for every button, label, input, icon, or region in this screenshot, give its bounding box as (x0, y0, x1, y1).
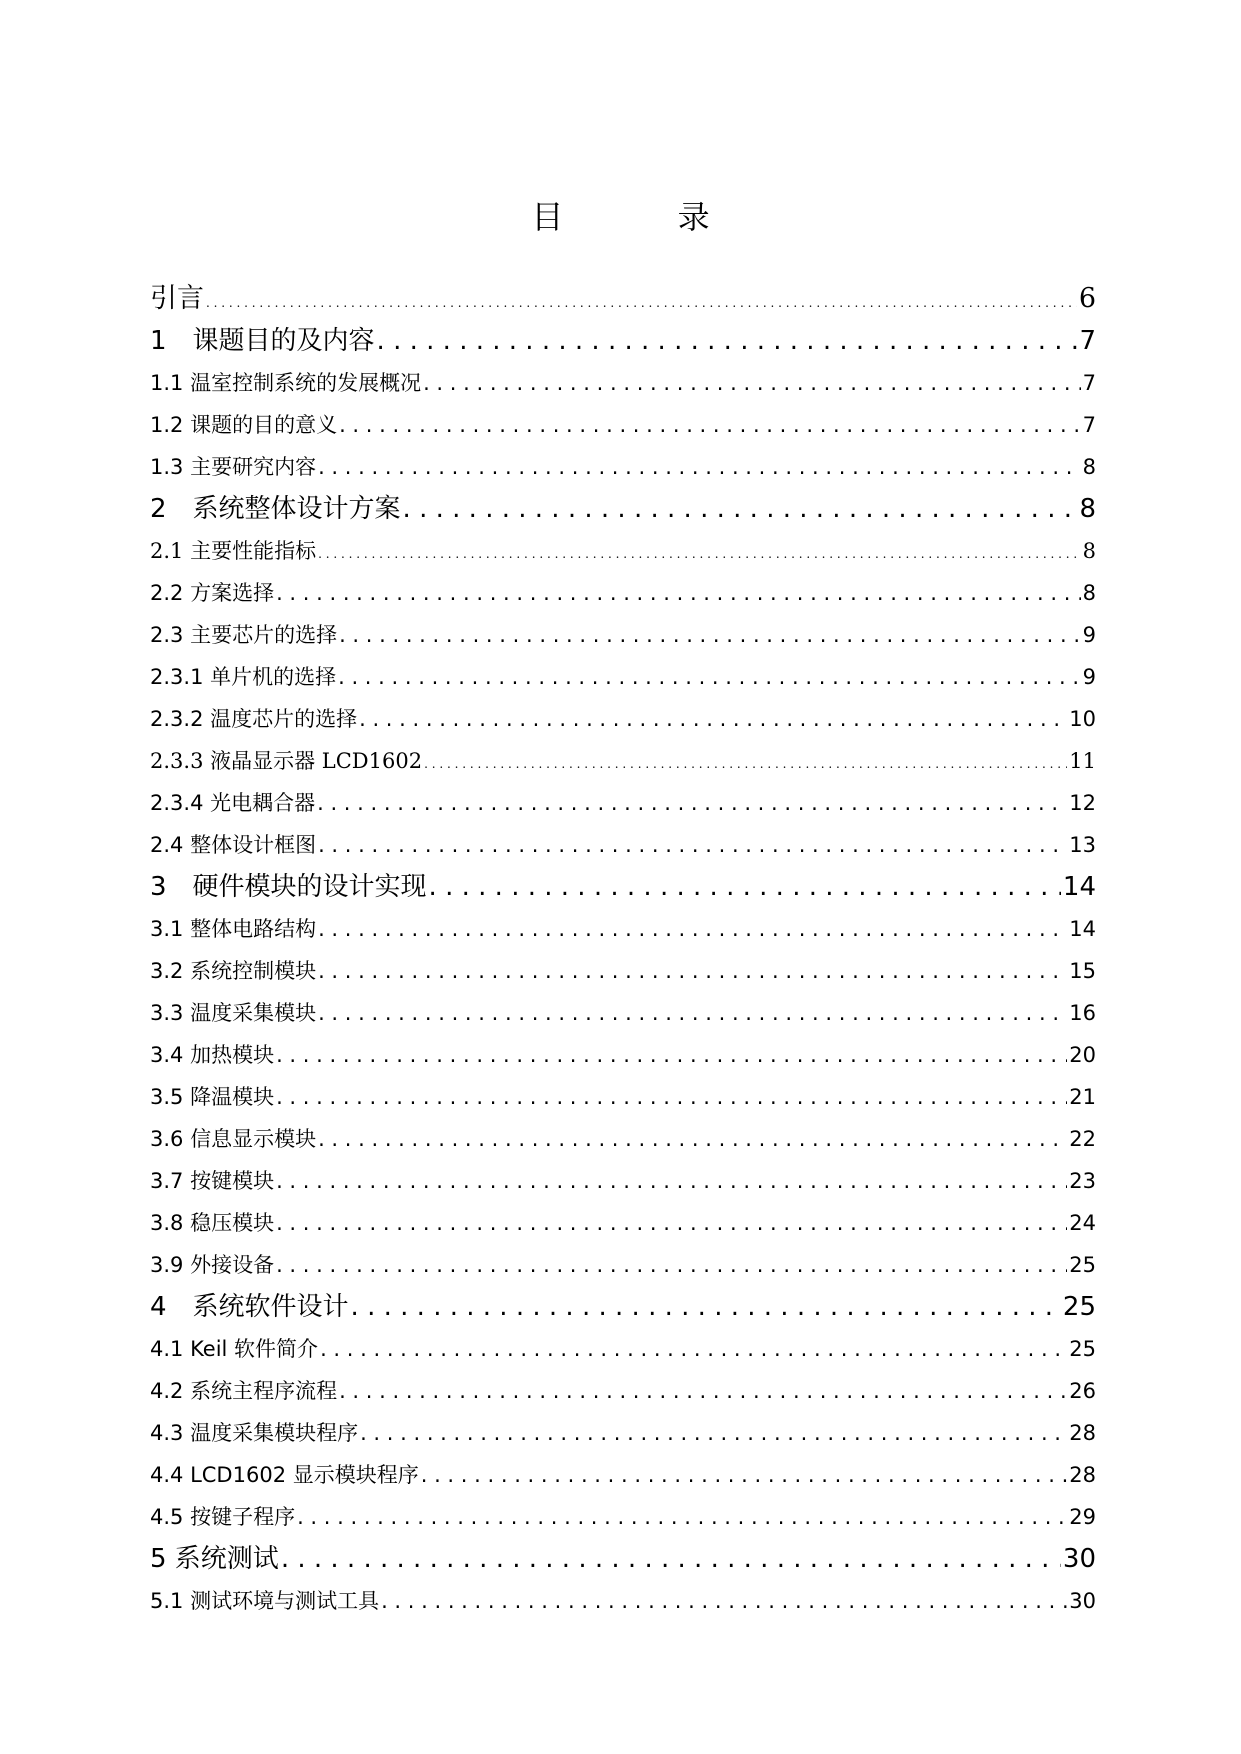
toc-entry[interactable] (150, 362, 1096, 404)
toc-leader-dots (338, 656, 1081, 698)
toc-entry-page: 8 (1082, 455, 1096, 479)
toc-entry-label: 3.7 按键模块 (150, 1169, 275, 1193)
toc-entry[interactable] (150, 1412, 1096, 1454)
toc-entry[interactable] (150, 320, 1096, 362)
toc-entry[interactable] (150, 1202, 1096, 1244)
toc-entry[interactable] (150, 614, 1096, 656)
toc-leader-dots (276, 1202, 1067, 1244)
toc-entry-label: 4.5 按键子程序 (150, 1505, 296, 1529)
toc-entry-page: 9 (1082, 623, 1096, 647)
toc-entry-label: 2.3.1 单片机的选择 (150, 665, 337, 689)
toc-entry-label: 3.6 信息显示模块 (150, 1127, 317, 1151)
toc-entry-label: 4.2 系统主程序流程 (150, 1379, 338, 1403)
toc-entry-page: 7 (1082, 371, 1096, 395)
toc-entry[interactable] (150, 1496, 1096, 1538)
toc-entry[interactable] (150, 1160, 1096, 1202)
toc-entry-page: 29 (1069, 1505, 1096, 1529)
toc-leader-dots (276, 1244, 1067, 1286)
toc-entry[interactable] (150, 1076, 1096, 1118)
toc-entry[interactable] (150, 866, 1096, 908)
toc-entry[interactable] (150, 950, 1096, 992)
toc-leader-dots (318, 950, 1067, 992)
toc-entry[interactable] (150, 1118, 1096, 1160)
toc-entry-label: 5.1 测试环境与测试工具 (150, 1589, 380, 1613)
toc-leader-dots (429, 866, 1061, 908)
toc-entry-page: 15 (1069, 959, 1096, 983)
toc-entry[interactable] (150, 656, 1096, 698)
toc-entry-label: 4.4 LCD1602 显示模块程序 (150, 1463, 419, 1487)
toc-entry-page: 22 (1069, 1127, 1096, 1151)
toc-entry-page: 30 (1069, 1589, 1096, 1613)
toc-entry-page: 24 (1069, 1211, 1096, 1235)
toc-entry-page: 30 (1062, 1544, 1096, 1574)
toc-entry-label: 4 系统软件设计 (150, 1292, 349, 1322)
toc-leader-dots (360, 1412, 1067, 1454)
toc-leader-dots (276, 1160, 1067, 1202)
toc-leader-dots (297, 1496, 1067, 1538)
toc-entry-label: 3.8 稳压模块 (150, 1211, 275, 1235)
toc-entry-page: 28 (1069, 1421, 1096, 1445)
toc-entry[interactable] (150, 1370, 1096, 1412)
toc-entry[interactable] (150, 488, 1096, 530)
toc-leader-dots (206, 278, 1077, 324)
toc-entry[interactable] (150, 1244, 1096, 1286)
toc-entry-page: 9 (1082, 665, 1096, 689)
toc-entry[interactable] (150, 824, 1096, 866)
toc-entry-page: 10 (1069, 707, 1096, 731)
toc-entry-label: 1 课题目的及内容 (150, 326, 375, 356)
toc-entry-page: 16 (1069, 1001, 1096, 1025)
toc-entry-label: 3 硬件模块的设计实现 (150, 872, 427, 902)
toc-entry-page: 8 (1082, 539, 1096, 563)
toc-leader-dots (339, 614, 1081, 656)
toc-entry-page: 25 (1069, 1253, 1096, 1277)
toc-entry-page: 13 (1069, 833, 1096, 857)
toc-entry[interactable] (150, 908, 1096, 950)
toc-entry-page: 7 (1079, 326, 1096, 356)
toc-leader-dots (339, 404, 1081, 446)
toc-entry-label: 引言 (150, 283, 204, 314)
toc-leader-dots (318, 1118, 1067, 1160)
toc-entry-label: 3.5 降温模块 (150, 1085, 275, 1109)
toc-entry-page: 11 (1069, 749, 1096, 773)
toc-entry-page: 25 (1069, 1337, 1096, 1361)
toc-entry-label: 3.1 整体电路结构 (150, 917, 317, 941)
toc-entry-label: 1.3 主要研究内容 (150, 455, 317, 479)
page-title: 目 录 (531, 198, 762, 236)
toc-entry-label: 1.2 课题的目的意义 (150, 413, 338, 437)
toc-leader-dots (424, 740, 1067, 785)
toc-entry[interactable] (150, 698, 1096, 740)
toc-entry-page: 7 (1082, 413, 1096, 437)
toc-entry[interactable] (150, 1034, 1096, 1076)
toc-entry-label: 3.9 外接设备 (150, 1253, 275, 1277)
toc-entry-page: 21 (1069, 1085, 1096, 1109)
toc-entry-label: 3.3 温度采集模块 (150, 1001, 317, 1025)
toc-leader-dots (359, 698, 1067, 740)
toc-entry-label: 1.1 温室控制系统的发展概况 (150, 371, 422, 395)
toc-leader-dots (403, 488, 1078, 530)
toc-entry-label: 4.3 温度采集模块程序 (150, 1421, 359, 1445)
toc-entry-page: 6 (1078, 283, 1096, 314)
toc-leader-dots (318, 992, 1067, 1034)
toc-leader-dots (317, 782, 1067, 824)
toc-entry-page: 20 (1069, 1043, 1096, 1067)
toc-entry-page: 14 (1062, 872, 1096, 902)
toc-entry[interactable] (150, 1286, 1096, 1328)
toc-leader-dots (276, 1076, 1067, 1118)
toc-entry-page: 8 (1082, 581, 1096, 605)
toc-entry[interactable] (150, 1454, 1096, 1496)
toc-entry[interactable] (150, 278, 1096, 320)
toc-leader-dots (318, 530, 1081, 575)
toc-entry-page: 12 (1069, 791, 1096, 815)
toc-leader-dots (423, 362, 1081, 404)
toc-leader-dots (421, 1454, 1068, 1496)
toc-leader-dots (318, 908, 1067, 950)
toc-entry[interactable] (150, 572, 1096, 614)
toc-entry-page: 23 (1069, 1169, 1096, 1193)
toc-leader-dots (281, 1538, 1061, 1580)
toc-leader-dots (276, 1034, 1067, 1076)
toc-leader-dots (351, 1286, 1061, 1328)
toc-entry-page: 25 (1062, 1292, 1096, 1322)
table-of-contents (150, 278, 1096, 1622)
toc-leader-dots (276, 572, 1081, 614)
toc-entry[interactable] (150, 740, 1096, 782)
toc-leader-dots (381, 1580, 1067, 1622)
toc-entry-label: 2 系统整体设计方案 (150, 494, 401, 524)
toc-entry-label: 2.1 主要性能指标 (150, 539, 317, 563)
toc-leader-dots (320, 1328, 1067, 1370)
toc-entry-label: 2.2 方案选择 (150, 581, 275, 605)
toc-leader-dots (377, 320, 1078, 362)
toc-entry-label: 4.1 Keil 软件简介 (150, 1337, 319, 1361)
toc-entry-label: 3.4 加热模块 (150, 1043, 275, 1067)
toc-entry[interactable] (150, 530, 1096, 572)
toc-entry[interactable] (150, 782, 1096, 824)
toc-entry[interactable] (150, 992, 1096, 1034)
toc-entry[interactable] (150, 404, 1096, 446)
toc-entry-page: 8 (1079, 494, 1096, 524)
toc-entry[interactable] (150, 1328, 1096, 1370)
toc-entry[interactable] (150, 1538, 1096, 1580)
toc-entry-label: 2.3.3 液晶显示器 LCD1602 (150, 749, 423, 773)
toc-entry-page: 14 (1069, 917, 1096, 941)
toc-entry-label: 5 系统测试 (150, 1544, 279, 1574)
toc-entry-label: 2.3.2 温度芯片的选择 (150, 707, 358, 731)
toc-leader-dots (318, 824, 1067, 866)
toc-entry-page: 26 (1069, 1379, 1096, 1403)
toc-entry[interactable] (150, 1580, 1096, 1622)
toc-leader-dots (318, 446, 1081, 488)
toc-entry-label: 3.2 系统控制模块 (150, 959, 317, 983)
toc-entry-label: 2.4 整体设计框图 (150, 833, 317, 857)
toc-entry[interactable] (150, 446, 1096, 488)
toc-entry-label: 2.3.4 光电耦合器 (150, 791, 316, 815)
toc-entry-page: 28 (1069, 1463, 1096, 1487)
toc-leader-dots (339, 1370, 1067, 1412)
toc-entry-label: 2.3 主要芯片的选择 (150, 623, 338, 647)
